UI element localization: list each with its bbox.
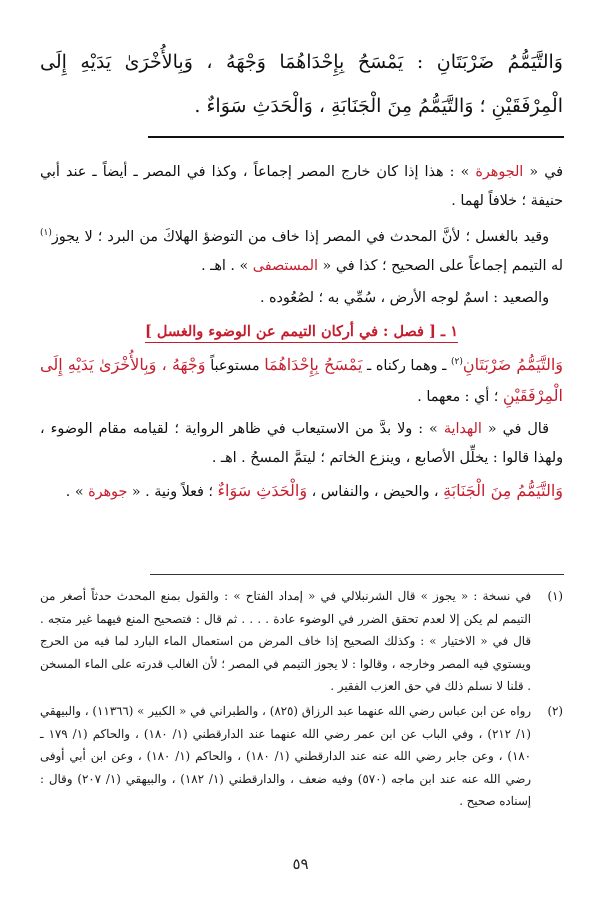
matn-line-2: الْمِرْفَقَيْنِ ؛ وَالتَّيَمُّمُ مِنَ الْجَنَابَةِ ، وَالْحَدَثِ سَوَاءٌ . [194, 95, 563, 117]
footnotes [40, 585, 563, 813]
source-name: الجوهرة [475, 164, 524, 180]
source-name: المستصفى [252, 257, 319, 274]
footnote-number: (٢) [547, 703, 563, 718]
footnote-text: في نسخة : « يجوز » قال الشرنبلالي في « إمداد الفتاح » : والقول بمنع المحدث حدثاً أصغر من التيمم لم يكن إلا لعدم تحقق الضرر في الوضوء عادة . . . . ثم قال : فتصحيح المنع فيهما غير متجه . قال في « الاختيار » : وكذلك الصحيح إذا خاف المرض من استعمال الماء البارد لما فيه من الحرج ويستوي فيه المصر وخارجه ، وقالوا : لا يجوز التيمم في المصر ؛ لأن الغالب قدرته على الماء المسخن . قلنا لا نسلم ذلك في حق العزب الفقير . [40, 589, 531, 694]
footnote-ref-2[interactable]: (٢) [450, 356, 463, 367]
footnote-text: رواه عن ابن عباس رضي الله عنهما عبد الرزاق (٨٢٥) ، والطبراني في « الكبير » (١١٣٦٦) ، والبيهقي (١/ ٢١٢) ، وفي الباب عن ابن عمر رضي الله عنهما عند الدارقطني (١/ ١٨٠) ، والحاكم (١/ ١٧٩ ـ ١٨٠) ، وعن جابر رضي الله عنه عند الدارقطني (١/ ١٨٠) ، والحاكم (١/ ١٨٠) ، وعن ابن أبي أوفى رضي الله عنه عند ابن ماجه (٥٧٠) وفيه ضعف ، والدارقطني (١/ ١٨٢) ، والبيهقي (١/ ٢٠٧) وقال : إسناده صحيح . [40, 703, 531, 809]
matn-quote: وَجْهَهُ ، وَبِالأُخْرَىٰ يَدَيْهِ إِلَى الْمِرْفَقَيْنِ [40, 354, 563, 405]
footnote-1 [40, 585, 563, 698]
footnote-divider [150, 574, 564, 575]
matn-quote: وَالتَّيَمُّمُ مِنَ الْجَنَابَةِ [443, 480, 563, 500]
section-heading: ١ ـ [ فصل : في أركان التيمم عن الوضوء والغسل ] [40, 317, 563, 346]
page-number: ٥٩ [292, 855, 309, 873]
source-name: جوهرة [88, 483, 128, 500]
paragraph-janaba: وَالتَّيَمُّمُ مِنَ الْجَنَابَةِ ، والحيض ، والنفاس ، وَالْحَدَثِ سَوَاءٌ ؛ فعلاً ونية . « جوهرة » . [65, 480, 563, 500]
matn-quote: وَالتَّيَمُّمُ ضَرْبَتَانِ [462, 354, 563, 374]
footnote-2 [40, 700, 563, 813]
footnote-ref-1[interactable]: (١) [40, 228, 52, 238]
matn-quote: يَمْسَحُ بِإِحْدَاهُمَا [264, 354, 363, 374]
matn-text [40, 40, 563, 128]
matn-quote: وَالْحَدَثِ سَوَاءٌ [217, 480, 308, 500]
paragraph-saeed: والصعيد : اسمٌ لوجه الأرض ، سُمِّي به ؛ لصُعُوده . [259, 289, 549, 306]
paragraph-hidaya: قال في « الهداية » : ولا بدَّ من الاستيعاب في ظاهر الرواية ؛ لقيامه مقام الوضوء ، ولهذا قالوا : يخلِّل الأصابع ، وينزع الخاتم ؛ ليتمَّ المسحُ . اهـ . [40, 420, 563, 466]
footnote-number: (١) [547, 589, 563, 603]
matn-line-1: وَالتَّيَمُّمُ ضَرْبَتَانِ : يَمْسَحُ بِإِحْدَاهُمَا وَجْهَهُ ، وَبِالأُخْرَىٰ يَدَيْهِ إِلَى [40, 51, 563, 73]
source-name: الهداية [443, 420, 482, 437]
paragraph-ghusl: وقيد بالغسل ؛ لأنَّ المحدث في المصر إذا خاف من التوضؤ الهلاكَ من البرد ؛ لا يجوز$^{(١)}$ له التيمم إجماعاً على الصحيح ؛ كذا في « المستصفى » . اهـ . [40, 228, 563, 274]
commentary-body [40, 158, 563, 507]
matn-divider [148, 136, 564, 138]
paragraph-arkan: وَالتَّيَمُّمُ ضَرْبَتَانِ$^{(٢)}$ ـ وهما ركناه ـ يَمْسَحُ بِإِحْدَاهُمَا مستوعباً وَجْهَهُ ، وَبِالأُخْرَىٰ يَدَيْهِ إِلَى الْمِرْفَقَيْنِ ؛ أي : معهما . [40, 354, 563, 405]
paragraph-jawhara: في « الجوهرة » : هذا إذا كان خارج المصر إجماعاً ، وكذا في المصر ـ أيضاً ـ عند أبي حنيفة ؛ خلافاً لهما . [40, 164, 563, 209]
